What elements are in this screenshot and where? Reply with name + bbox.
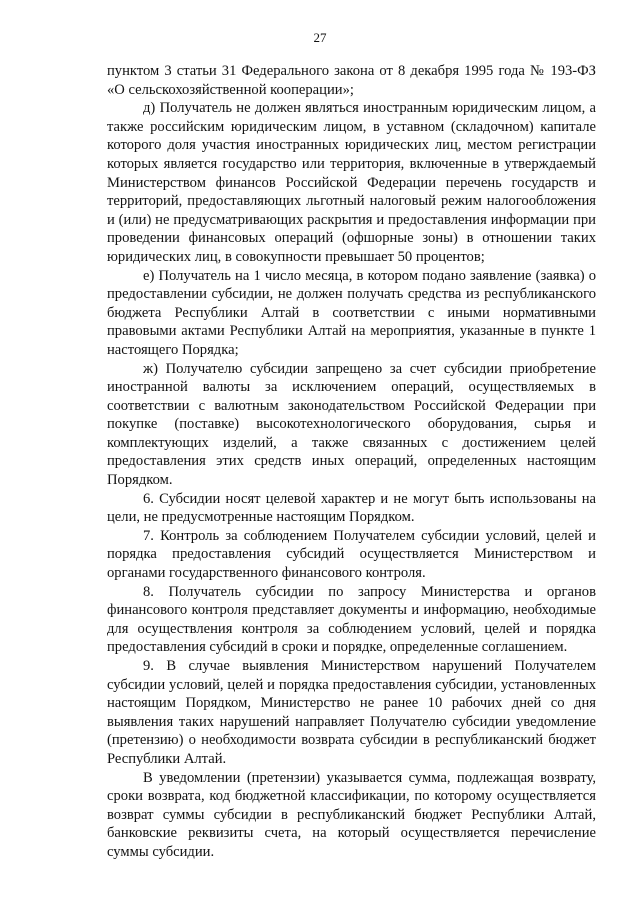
paragraph-continuation: пунктом 3 статьи 31 Федерального закона от 8 декабря 1995 года № 193-ФЗ «О сельскохозяйственной кооперации»;	[107, 63, 596, 98]
paragraph-point-9: 9. В случае выявления Министерством нарушений Получателем субсидии условий, целей и порядка предоставления субсидии, установленных настоящим Порядком, Министерство не ранее 10 рабочих дней со дня выявления таких нарушений направляет Получателю субсидии уведомление (претензию) о необходимости возврата субсидии в республиканский бюджет Республики Алтай.	[107, 658, 596, 767]
paragraph-point-7: 7. Контроль за соблюдением Получателем субсидии условий, целей и порядка предоставления субсидий осуществляется Министерством и органами государственного финансового контроля.	[107, 527, 596, 582]
paragraph-item-e: е) Получатель на 1 число месяца, в котором подано заявление (заявка) о предоставлении субсидии, не должен получать средства из республиканского бюджета Республики Алтай в соответствии с иными нормативными правовыми актами Республики Алтай на мероприятия, указанные в пункте 1 настоящего Порядка;	[107, 267, 596, 358]
paragraph-notice-details: В уведомлении (претензии) указывается сумма, подлежащая возврату, сроки возврата, код бюджетной классификации, по которому осуществляется возврат суммы субсидии в республиканский бюджет Республики Алтай, банковские реквизиты счета, на который осуществляется перечисление суммы субсидии.	[107, 769, 596, 860]
page-number: 27	[313, 30, 327, 45]
paragraph-item-d: д) Получатель не должен являться иностранным юридическим лицом, а также российским юридическим лицом, в уставном (складочном) капитале которого доля участия иностранных юридических лиц, местом регистрации которых является государство или территория, включенные в утверждаемый Министерством финансов Российской Федерации перечень государств и территорий, предоставляющих льготный налоговый режим налогообложения и (или) не предусматривающих раскрытия и предоставления информации при проведении финансовых операций (офшорные зоны) в отношении таких юридических лиц, в совокупности превышает 50 процентов;	[107, 100, 596, 265]
paragraph-point-6: 6. Субсидии носят целевой характер и не могут быть использованы на цели, не предусмотренные настоящим Порядком.	[107, 490, 596, 526]
paragraph-item-zh: ж) Получателю субсидии запрещено за счет субсидии приобретение иностранной валюты за исключением операций, осуществляемых в соответствии с валютным законодательством Российской Федерации при покупке (поставке) высокотехнологического оборудования, сырья и комплектующих изделий, а также связанных с достижением целей предоставления этих средств иных операций, определенных настоящим Порядком.	[107, 360, 596, 489]
paragraph-point-8: 8. Получатель субсидии по запросу Министерства и органов финансового контроля представляет документы и информацию, необходимые для осуществления контроля за соблюдением условий, целей и порядка предоставления субсидий в сроки и порядке, определенные соглашением.	[107, 583, 596, 656]
document-body	[107, 62, 596, 862]
